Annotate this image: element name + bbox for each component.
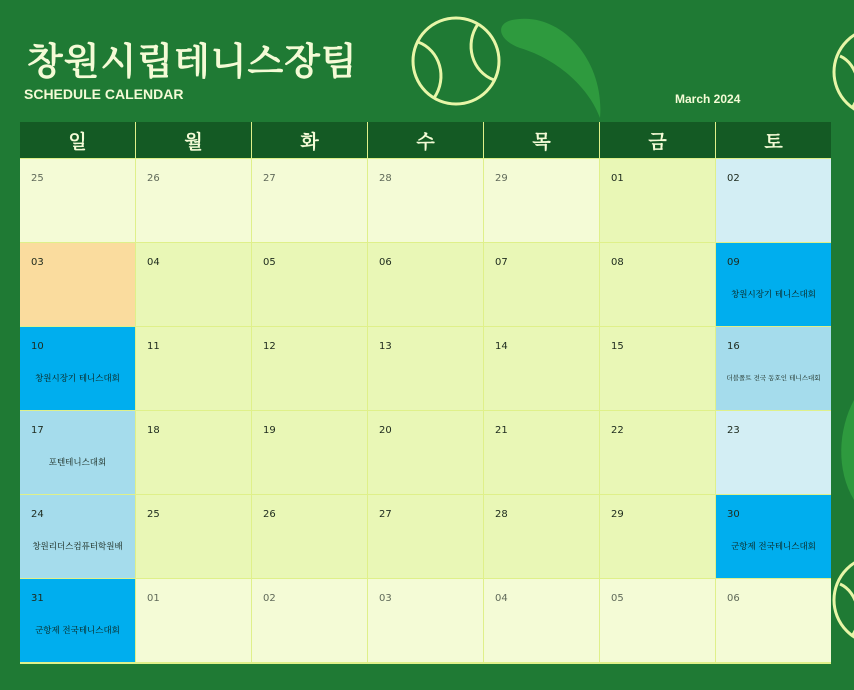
day-number: 22 — [611, 425, 624, 436]
weekday-header-mon: 월 — [136, 122, 251, 158]
event-label: 창원시장기 테니스대회 — [35, 374, 120, 384]
day-number: 01 — [611, 173, 624, 184]
day-number: 02 — [263, 593, 276, 604]
day-number: 03 — [31, 257, 44, 268]
day-number: 01 — [147, 593, 160, 604]
day-number: 08 — [611, 257, 624, 268]
day-number: 16 — [727, 341, 740, 352]
day-number: 23 — [727, 425, 740, 436]
event-label: 군항제 전국테니스대회 — [35, 626, 120, 636]
calendar-day-cell[interactable] — [484, 243, 599, 326]
calendar-day-cell[interactable] — [136, 243, 251, 326]
day-number: 05 — [263, 257, 276, 268]
event-label: 창원리더스컴퓨터학원배 — [32, 542, 123, 552]
calendar-day-cell[interactable] — [136, 411, 251, 494]
day-number: 12 — [263, 341, 276, 352]
calendar-day-cell[interactable] — [252, 243, 367, 326]
day-number: 31 — [31, 593, 44, 604]
calendar-day-cell[interactable] — [20, 495, 135, 578]
calendar-day-cell[interactable] — [484, 159, 599, 242]
day-number: 27 — [263, 173, 276, 184]
calendar-day-cell[interactable] — [600, 411, 715, 494]
calendar-day-cell[interactable] — [252, 411, 367, 494]
day-number: 06 — [379, 257, 392, 268]
tennis-ball-icon — [834, 556, 854, 644]
day-number: 26 — [263, 509, 276, 520]
page-subtitle: SCHEDULE CALENDAR — [24, 86, 184, 102]
calendar-day-cell[interactable] — [136, 495, 251, 578]
calendar-day-cell[interactable] — [600, 243, 715, 326]
day-number: 26 — [147, 173, 160, 184]
calendar-day-cell[interactable] — [484, 327, 599, 410]
day-number: 14 — [495, 341, 508, 352]
calendar-day-cell[interactable] — [20, 327, 135, 410]
day-number: 27 — [379, 509, 392, 520]
day-number: 24 — [31, 509, 44, 520]
day-number: 04 — [147, 257, 160, 268]
day-number: 10 — [31, 341, 44, 352]
event-label: 창원시장기 테니스대회 — [731, 290, 816, 300]
calendar-day-cell[interactable] — [252, 579, 367, 662]
tennis-ball-icon — [413, 18, 499, 104]
calendar-day-cell[interactable] — [20, 579, 135, 662]
weekday-header-thu: 목 — [484, 122, 599, 158]
calendar-day-cell[interactable] — [600, 579, 715, 662]
calendar-day-cell[interactable] — [368, 327, 483, 410]
day-number: 11 — [147, 341, 160, 352]
calendar-day-cell[interactable] — [252, 159, 367, 242]
calendar-day-cell[interactable] — [368, 159, 483, 242]
calendar-day-cell[interactable] — [136, 159, 251, 242]
calendar-day-cell[interactable] — [600, 495, 715, 578]
day-number: 29 — [495, 173, 508, 184]
calendar-day-cell[interactable] — [368, 411, 483, 494]
calendar-day-cell[interactable] — [484, 411, 599, 494]
tennis-ball-icon — [834, 28, 854, 116]
weekday-header-tue: 화 — [252, 122, 367, 158]
day-number: 13 — [379, 341, 392, 352]
calendar-day-cell[interactable] — [716, 411, 831, 494]
calendar-day-cell[interactable] — [600, 159, 715, 242]
day-number: 09 — [727, 257, 740, 268]
day-number: 20 — [379, 425, 392, 436]
page-title: 창원시립테니스장팀 — [27, 40, 358, 83]
calendar-day-cell[interactable] — [368, 243, 483, 326]
calendar-day-cell[interactable] — [716, 579, 831, 662]
day-number: 05 — [611, 593, 624, 604]
leaf-swoosh-shape — [841, 400, 854, 500]
calendar-day-cell[interactable] — [20, 159, 135, 242]
day-number: 28 — [379, 173, 392, 184]
day-number: 25 — [31, 173, 44, 184]
calendar-day-cell[interactable] — [20, 411, 135, 494]
calendar-day-cell[interactable] — [368, 495, 483, 578]
calendar-day-cell[interactable] — [600, 327, 715, 410]
day-number: 21 — [495, 425, 508, 436]
day-number: 18 — [147, 425, 160, 436]
calendar-day-cell[interactable] — [716, 327, 831, 410]
event-label: 더블폴트 전국 동호인 테니스대회 — [726, 374, 821, 382]
calendar-day-cell[interactable] — [716, 243, 831, 326]
day-number: 15 — [611, 341, 624, 352]
day-number: 17 — [31, 425, 44, 436]
calendar-day-cell[interactable] — [716, 495, 831, 578]
day-number: 19 — [263, 425, 276, 436]
leaf-swoosh-shape — [501, 19, 600, 118]
day-number: 29 — [611, 509, 624, 520]
calendar-day-cell[interactable] — [716, 159, 831, 242]
day-number: 28 — [495, 509, 508, 520]
weekday-header-wed: 수 — [368, 122, 483, 158]
day-number: 04 — [495, 593, 508, 604]
day-number: 07 — [495, 257, 508, 268]
day-number: 03 — [379, 593, 392, 604]
weekday-header-sun: 일 — [20, 122, 135, 158]
event-label: 군항제 전국테니스대회 — [731, 542, 816, 552]
calendar-day-cell[interactable] — [252, 495, 367, 578]
schedule-calendar — [20, 122, 831, 664]
calendar-day-cell[interactable] — [484, 579, 599, 662]
event-label: 포텐테니스대회 — [48, 458, 107, 468]
calendar-day-cell[interactable] — [20, 243, 135, 326]
calendar-day-cell[interactable] — [136, 327, 251, 410]
day-number: 02 — [727, 173, 740, 184]
weekday-header-fri: 금 — [600, 122, 715, 158]
calendar-day-cell[interactable] — [484, 495, 599, 578]
day-number: 25 — [147, 509, 160, 520]
weekday-header-sat: 토 — [716, 122, 831, 158]
calendar-day-cell[interactable] — [368, 579, 483, 662]
day-number: 30 — [727, 509, 740, 520]
calendar-day-cell[interactable] — [252, 327, 367, 410]
calendar-day-cell[interactable] — [136, 579, 251, 662]
day-number: 06 — [727, 593, 740, 604]
month-label: March 2024 — [675, 92, 741, 106]
